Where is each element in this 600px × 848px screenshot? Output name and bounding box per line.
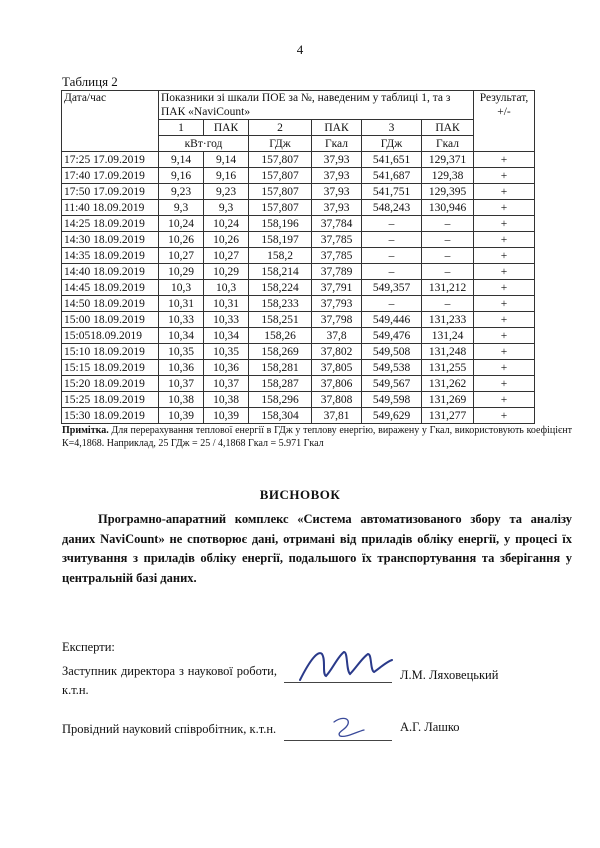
cell-value: 10,29 xyxy=(204,264,249,280)
signer-2-name: А.Г. Лашко xyxy=(400,720,460,734)
cell-value: 10,35 xyxy=(204,344,249,360)
cell-value: 131,262 xyxy=(422,376,474,392)
cell-value: – xyxy=(422,264,474,280)
cell-value: 158,197 xyxy=(249,232,312,248)
cell-result: + xyxy=(474,152,535,168)
subcol-pak-1: ПАК xyxy=(204,120,249,136)
cell-value: 10,27 xyxy=(159,248,204,264)
table-row xyxy=(62,168,535,184)
cell-value: 157,807 xyxy=(249,152,312,168)
cell-value: – xyxy=(362,232,422,248)
cell-value: – xyxy=(422,232,474,248)
cell-value: 37,785 xyxy=(312,232,362,248)
cell-value: 10,3 xyxy=(204,280,249,296)
table-row xyxy=(62,408,535,424)
cell-datetime: 15:20 18.09.2019 xyxy=(62,376,159,392)
cell-result: + xyxy=(474,200,535,216)
experts-label: Експерти: xyxy=(62,640,115,654)
cell-value: 9,16 xyxy=(204,168,249,184)
cell-value: 9,3 xyxy=(159,200,204,216)
cell-datetime: 17:40 17.09.2019 xyxy=(62,168,159,184)
cell-value: 37,785 xyxy=(312,248,362,264)
cell-value: 548,243 xyxy=(362,200,422,216)
cell-value: 158,233 xyxy=(249,296,312,312)
cell-value: 9,14 xyxy=(204,152,249,168)
cell-value: 10,38 xyxy=(204,392,249,408)
cell-value: 158,224 xyxy=(249,280,312,296)
cell-result: + xyxy=(474,312,535,328)
cell-value: 158,214 xyxy=(249,264,312,280)
cell-value: 10,37 xyxy=(204,376,249,392)
cell-result: + xyxy=(474,216,535,232)
cell-value: 9,3 xyxy=(204,200,249,216)
cell-value: 541,751 xyxy=(362,184,422,200)
cell-value: 10,26 xyxy=(204,232,249,248)
cell-result: + xyxy=(474,360,535,376)
cell-value: 158,296 xyxy=(249,392,312,408)
cell-value: – xyxy=(362,264,422,280)
cell-value: 158,2 xyxy=(249,248,312,264)
cell-datetime: 15:00 18.09.2019 xyxy=(62,312,159,328)
cell-value: 549,357 xyxy=(362,280,422,296)
cell-value: 9,23 xyxy=(159,184,204,200)
cell-value: 158,196 xyxy=(249,216,312,232)
unit-gj-2: ГДж xyxy=(362,136,422,152)
cell-value: 37,81 xyxy=(312,408,362,424)
cell-result: + xyxy=(474,328,535,344)
cell-value: 10,33 xyxy=(159,312,204,328)
table-row xyxy=(62,248,535,264)
cell-value: 549,538 xyxy=(362,360,422,376)
cell-datetime: 15:10 18.09.2019 xyxy=(62,344,159,360)
cell-value: 10,36 xyxy=(159,360,204,376)
cell-value: 549,567 xyxy=(362,376,422,392)
cell-value: 158,281 xyxy=(249,360,312,376)
table-row xyxy=(62,328,535,344)
cell-value: 10,39 xyxy=(204,408,249,424)
cell-value: 131,248 xyxy=(422,344,474,360)
cell-datetime: 14:25 18.09.2019 xyxy=(62,216,159,232)
unit-gcal-1: Гкал xyxy=(312,136,362,152)
cell-result: + xyxy=(474,184,535,200)
cell-value: 10,35 xyxy=(159,344,204,360)
note-text: Для перерахування теплової енергії в ГДж у теплову енергію, виражену у Гкал, використовують коефіцієнт К=4,1868. Наприклад, 25 ГДж = 25 / 4,1868 Гкал = 5.971 Гкал xyxy=(62,425,572,449)
signature-1-image xyxy=(292,640,402,688)
cell-value: 10,36 xyxy=(204,360,249,376)
cell-value: 37,802 xyxy=(312,344,362,360)
cell-value: 10,38 xyxy=(159,392,204,408)
readings-table xyxy=(61,90,535,424)
cell-result: + xyxy=(474,408,535,424)
cell-value: 10,37 xyxy=(159,376,204,392)
unit-gcal-2: Гкал xyxy=(422,136,474,152)
cell-value: 10,33 xyxy=(204,312,249,328)
table-row xyxy=(62,280,535,296)
cell-value: – xyxy=(362,216,422,232)
cell-datetime: 15:25 18.09.2019 xyxy=(62,392,159,408)
cell-value: – xyxy=(422,248,474,264)
cell-datetime: 17:50 17.09.2019 xyxy=(62,184,159,200)
cell-value: 549,446 xyxy=(362,312,422,328)
cell-result: + xyxy=(474,168,535,184)
cell-value: 549,598 xyxy=(362,392,422,408)
header-result: Результат, +/- xyxy=(474,91,535,152)
conclusion-title: ВИСНОВОК xyxy=(259,487,341,502)
cell-value: 130,946 xyxy=(422,200,474,216)
cell-datetime: 14:50 18.09.2019 xyxy=(62,296,159,312)
table-row xyxy=(62,264,535,280)
table-row xyxy=(62,296,535,312)
cell-value: 10,26 xyxy=(159,232,204,248)
subcol-pak-3: ПАК xyxy=(422,120,474,136)
cell-value: 37,784 xyxy=(312,216,362,232)
conclusion-body: Програмно-апаратний комплекс «Система автоматизованого збору та аналізу даних NaviCount» не спотворює дані, отримані від приладів обліку енергії, у процесі їх зчитування з приладів обліку енергії, подальшого їх транспортування та зберігання у центральній базі даних. xyxy=(62,512,572,585)
subcol-3: 3 xyxy=(362,120,422,136)
cell-value: 158,26 xyxy=(249,328,312,344)
cell-result: + xyxy=(474,344,535,360)
table-row xyxy=(62,216,535,232)
table-caption: Таблиця 2 xyxy=(62,74,118,89)
table-row xyxy=(62,376,535,392)
signer-1-title: Заступник директора з наукової роботи, к.т.н. xyxy=(62,664,277,697)
cell-datetime: 14:40 18.09.2019 xyxy=(62,264,159,280)
table-row xyxy=(62,184,535,200)
table-row xyxy=(62,344,535,360)
cell-value: 10,34 xyxy=(204,328,249,344)
cell-value: 37,791 xyxy=(312,280,362,296)
table-row xyxy=(62,232,535,248)
cell-value: 37,93 xyxy=(312,200,362,216)
page-number: 4 xyxy=(296,42,304,57)
unit-kwh: кВт·год xyxy=(159,136,249,152)
cell-value: – xyxy=(362,296,422,312)
cell-value: 158,287 xyxy=(249,376,312,392)
table-row xyxy=(62,392,535,408)
cell-value: 158,304 xyxy=(249,408,312,424)
cell-value: 9,16 xyxy=(159,168,204,184)
cell-value: – xyxy=(422,296,474,312)
cell-value: 10,24 xyxy=(159,216,204,232)
cell-value: 129,395 xyxy=(422,184,474,200)
cell-datetime: 14:35 18.09.2019 xyxy=(62,248,159,264)
table-row xyxy=(62,152,535,168)
table-note xyxy=(62,424,572,450)
cell-value: 9,14 xyxy=(159,152,204,168)
signer-1-name: Л.М. Ляховецький xyxy=(400,668,499,682)
cell-value: 10,39 xyxy=(159,408,204,424)
cell-value: – xyxy=(362,248,422,264)
cell-value: 131,277 xyxy=(422,408,474,424)
unit-gj-1: ГДж xyxy=(249,136,312,152)
cell-value: 131,233 xyxy=(422,312,474,328)
cell-value: 10,27 xyxy=(204,248,249,264)
table-row xyxy=(62,312,535,328)
subcol-pak-2: ПАК xyxy=(312,120,362,136)
cell-value: 158,251 xyxy=(249,312,312,328)
cell-datetime: 15:30 18.09.2019 xyxy=(62,408,159,424)
cell-value: 157,807 xyxy=(249,200,312,216)
cell-value: 37,93 xyxy=(312,168,362,184)
cell-value: 157,807 xyxy=(249,168,312,184)
cell-value: 37,808 xyxy=(312,392,362,408)
header-indicators: Показники зі шкали ПОЕ за №, наведеним у таблиці 1, та з ПАК «NaviCount» xyxy=(159,91,474,120)
cell-value: 37,789 xyxy=(312,264,362,280)
cell-value: 10,24 xyxy=(204,216,249,232)
cell-result: + xyxy=(474,392,535,408)
cell-result: + xyxy=(474,264,535,280)
cell-value: 37,8 xyxy=(312,328,362,344)
cell-value: 37,93 xyxy=(312,152,362,168)
table-row xyxy=(62,360,535,376)
note-label: Примітка. xyxy=(62,425,109,436)
cell-result: + xyxy=(474,376,535,392)
cell-result: + xyxy=(474,280,535,296)
cell-value: 129,38 xyxy=(422,168,474,184)
cell-value: 131,212 xyxy=(422,280,474,296)
cell-datetime: 15:15 18.09.2019 xyxy=(62,360,159,376)
cell-value: 549,508 xyxy=(362,344,422,360)
cell-value: 37,798 xyxy=(312,312,362,328)
cell-result: + xyxy=(474,296,535,312)
subcol-1: 1 xyxy=(159,120,204,136)
cell-value: 10,34 xyxy=(159,328,204,344)
cell-value: 131,255 xyxy=(422,360,474,376)
signer-2-title: Провідний науковий співробітник, к.т.н. xyxy=(62,722,277,736)
cell-result: + xyxy=(474,232,535,248)
header-datetime: Дата/час xyxy=(62,91,159,152)
cell-value: 10,3 xyxy=(159,280,204,296)
cell-datetime: 11:40 18.09.2019 xyxy=(62,200,159,216)
cell-value: 37,93 xyxy=(312,184,362,200)
cell-value: 157,807 xyxy=(249,184,312,200)
cell-datetime: 14:30 18.09.2019 xyxy=(62,232,159,248)
cell-datetime: 15:0518.09.2019 xyxy=(62,328,159,344)
cell-value: 10,31 xyxy=(159,296,204,312)
cell-value: 541,651 xyxy=(362,152,422,168)
signature-2-image xyxy=(324,712,374,742)
subcol-2: 2 xyxy=(249,120,312,136)
cell-value: – xyxy=(422,216,474,232)
cell-value: 131,24 xyxy=(422,328,474,344)
cell-value: 541,687 xyxy=(362,168,422,184)
cell-value: 9,23 xyxy=(204,184,249,200)
cell-datetime: 17:25 17.09.2019 xyxy=(62,152,159,168)
cell-value: 549,476 xyxy=(362,328,422,344)
table-row xyxy=(62,200,535,216)
cell-value: 549,629 xyxy=(362,408,422,424)
cell-value: 37,793 xyxy=(312,296,362,312)
cell-value: 129,371 xyxy=(422,152,474,168)
cell-datetime: 14:45 18.09.2019 xyxy=(62,280,159,296)
cell-value: 37,806 xyxy=(312,376,362,392)
cell-value: 131,269 xyxy=(422,392,474,408)
cell-value: 10,29 xyxy=(159,264,204,280)
cell-result: + xyxy=(474,248,535,264)
cell-value: 37,805 xyxy=(312,360,362,376)
cell-value: 158,269 xyxy=(249,344,312,360)
cell-value: 10,31 xyxy=(204,296,249,312)
